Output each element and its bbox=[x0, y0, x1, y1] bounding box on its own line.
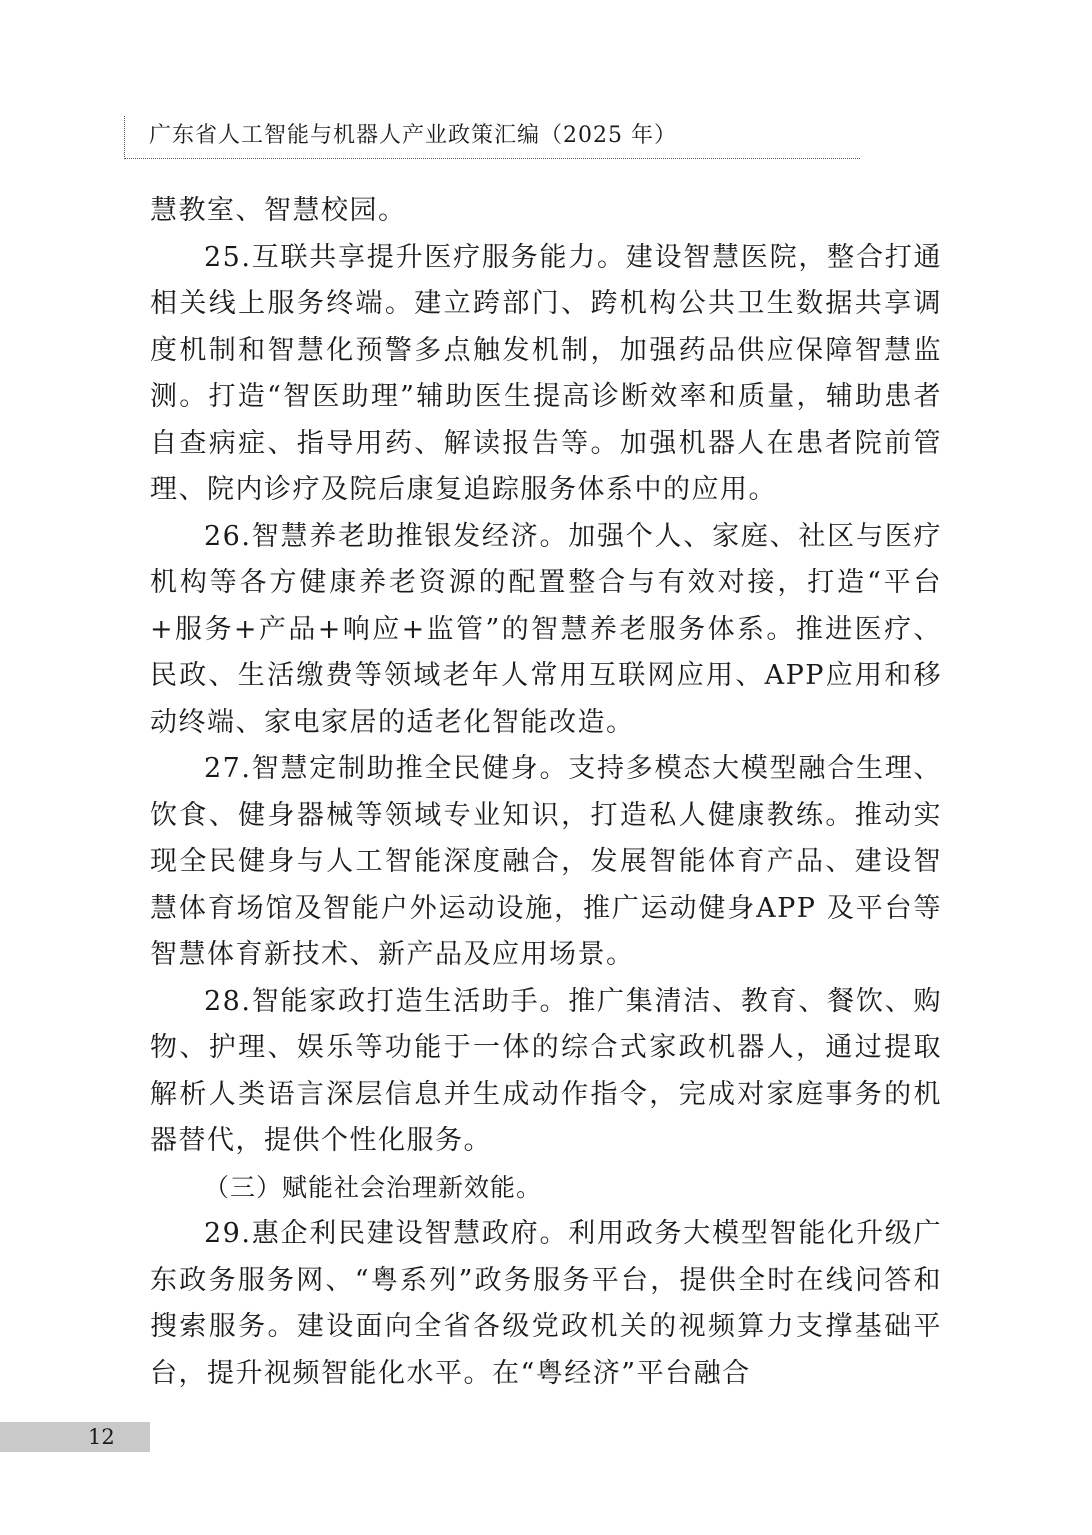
document-body bbox=[150, 188, 942, 1397]
paragraph-item-29: 29.惠企利民建设智慧政府。利用政务大模型智能化升级广东政务服务网、“粤系列”政务服务平台，提供全时在线问答和搜索服务。建设面向全省各级党政机关的视频算力支撑基础平台，提升视频智能化水平。在“粤经济”平台融合 bbox=[150, 1218, 942, 1389]
page-number-tab bbox=[0, 1422, 150, 1452]
paragraph-item-28: 28.智能家政打造生活助手。推广集清洁、教育、餐饮、购物、护理、娱乐等功能于一体的综合式家政机器人，通过提取解析人类语言深层信息并生成动作指令，完成对家庭事务的机器替代，提供个性化服务。 bbox=[150, 985, 942, 1156]
paragraph-continuation: 慧教室、智慧校园。 bbox=[150, 195, 407, 226]
section-heading-3: （三）赋能社会治理新效能。 bbox=[204, 1172, 543, 1202]
page-number: 12 bbox=[88, 1425, 115, 1449]
running-header bbox=[124, 116, 860, 159]
paragraph-item-25: 25.互联共享提升医疗服务能力。建设智慧医院，整合打通相关线上服务终端。建立跨部门、跨机构公共卫生数据共享调度机制和智慧化预警多点触发机制，加强药品供应保障智慧监测。打造“智医助理”辅助医生提高诊断效率和质量，辅助患者自查病症、指导用药、解读报告等。加强机器人在患者院前管理、院内诊疗及院后康复追踪服务体系中的应用。 bbox=[150, 241, 942, 505]
header-title: 广东省人工智能与机器人产业政策汇编（2025 年） bbox=[149, 123, 677, 148]
paragraph-item-26: 26.智慧养老助推银发经济。加强个人、家庭、社区与医疗机构等各方健康养老资源的配置整合与有效对接，打造“平台+服务+产品+响应+监管”的智慧养老服务体系。推进医疗、民政、生活缴费等领域老年人常用互联网应用、APP应用和移动终端、家电家居的适老化智能改造。 bbox=[150, 520, 942, 738]
paragraph-item-27: 27.智慧定制助推全民健身。支持多模态大模型融合生理、饮食、健身器械等领域专业知识，打造私人健康教练。推动实现全民健身与人工智能深度融合，发展智能体育产品、建设智慧体育场馆及智能户外运动设施，推广运动健身APP 及平台等智慧体育新技术、新产品及应用场景。 bbox=[150, 753, 942, 970]
